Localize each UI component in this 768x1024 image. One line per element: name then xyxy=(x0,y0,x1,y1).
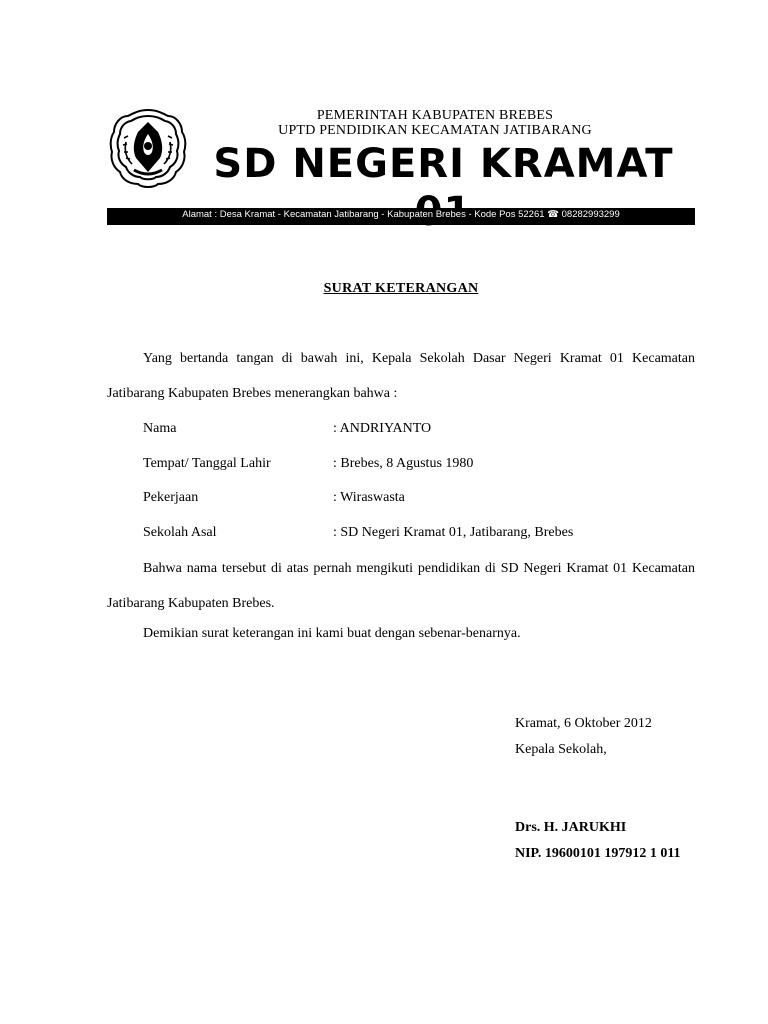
field-label: Pekerjaan xyxy=(143,490,199,505)
address-text: Alamat : Desa Kramat - Kecamatan Jatibarang - Kabupaten Brebes - Kode Pos 52261 ☎ 08282993299 xyxy=(182,209,620,220)
signature-position: Kepala Sekolah, xyxy=(515,742,607,757)
school-name: SD NEGERI KRAMAT xyxy=(213,141,674,187)
field-label: Tempat/ Tanggal Lahir xyxy=(143,456,271,471)
field-label: Sekolah Asal xyxy=(143,525,217,540)
document-title: SURAT KETERANGAN xyxy=(323,281,479,296)
office-heading: UPTD PENDIDIKAN KECAMATAN JATIBARANG xyxy=(278,123,592,138)
signature-nip: NIP. 19600101 197912 1 011 xyxy=(515,846,681,861)
field-value: : Brebes, 8 Agustus 1980 xyxy=(333,456,474,471)
field-row-name xyxy=(143,419,431,439)
signature-name: Drs. H. JARUKHI xyxy=(515,820,627,835)
field-value: : Wiraswasta xyxy=(333,490,405,505)
field-value: : SD Negeri Kramat 01, Jatibarang, Brebes xyxy=(333,525,574,540)
field-value: : ANDRIYANTO xyxy=(333,421,432,436)
closing-paragraph: Demikian surat keterangan ini kami buat dengan sebenar-benarnya. xyxy=(143,626,521,641)
field-label: Nama xyxy=(143,421,177,436)
government-heading: PEMERINTAH KABUPATEN BREBES xyxy=(316,108,554,123)
intro-paragraph: Yang bertanda tangan di bawah ini, Kepala Sekolah Dasar Negeri Kramat 01 Kecamatan Jatibarang Kabupaten Brebes menerangkan bahwa : xyxy=(107,351,695,401)
signature-place-date: Kramat, 6 Oktober 2012 xyxy=(515,716,652,731)
field-row-birth xyxy=(143,454,473,474)
field-row-occupation xyxy=(143,488,405,508)
statement-paragraph: Bahwa nama tersebut di atas pernah mengikuti pendidikan di SD Negeri Kramat 01 Kecamatan Jatibarang Kabupaten Brebes. xyxy=(107,561,695,611)
address-bar xyxy=(107,208,695,225)
regency-emblem-icon xyxy=(108,106,188,190)
field-row-school xyxy=(143,523,573,543)
